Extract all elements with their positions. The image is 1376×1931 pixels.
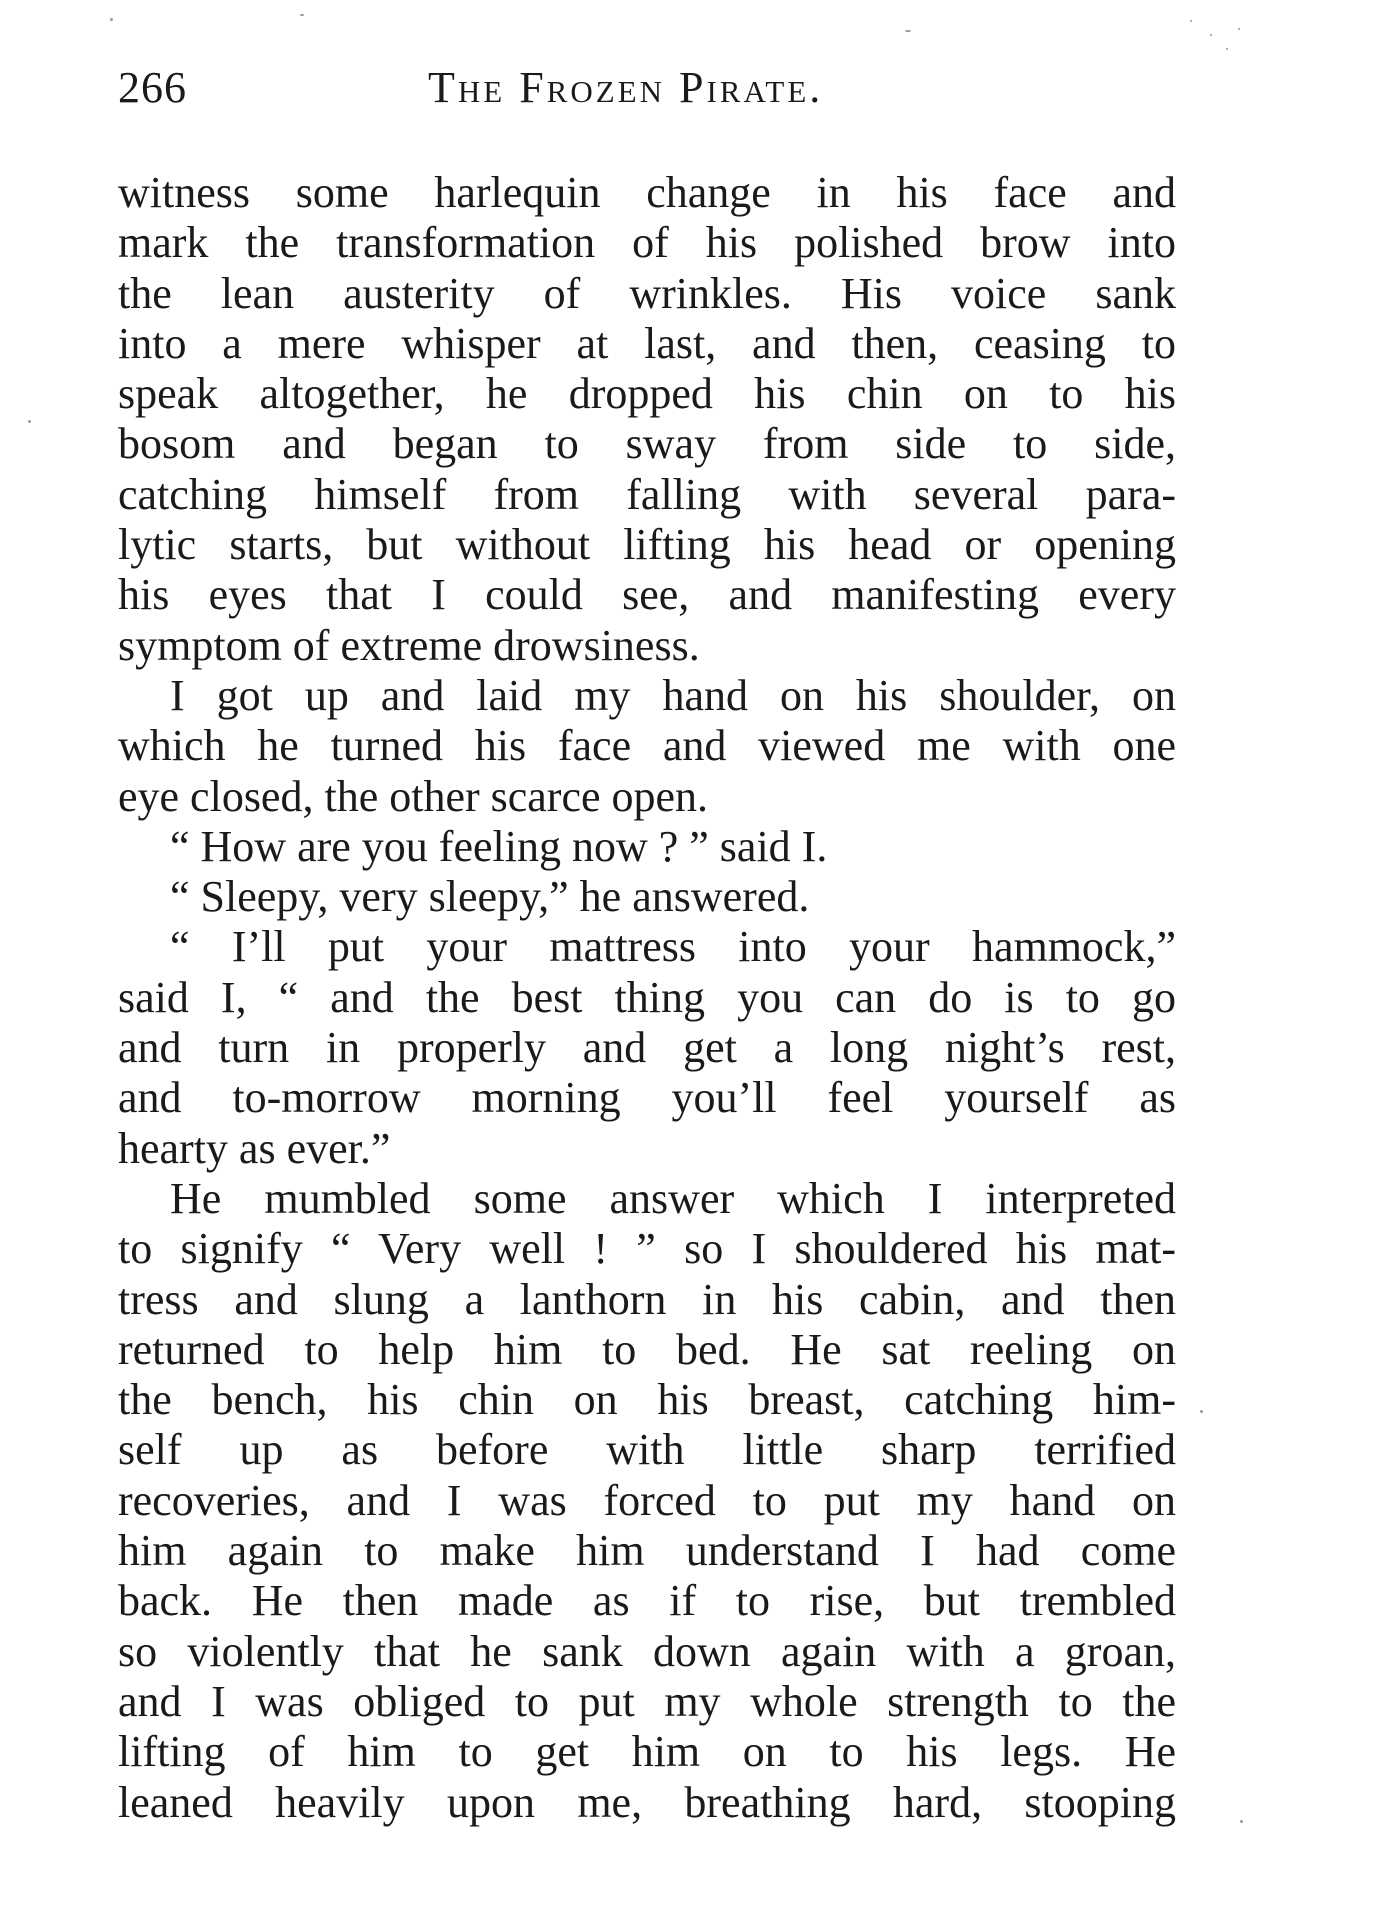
- scan-speck: [1210, 34, 1212, 36]
- text-line: self up as before with little sharp terrified: [118, 1425, 1176, 1475]
- text-line: returned to help him to bed. He sat reeling on: [118, 1324, 1176, 1374]
- scan-speck: [300, 14, 304, 16]
- text-line: which he turned his face and viewed me with one: [118, 721, 1176, 771]
- text-line: speak altogether, he dropped his chin on to his: [118, 369, 1176, 419]
- page-number: 266: [118, 63, 187, 112]
- text-line: mark the transformation of his polished brow into: [118, 218, 1176, 268]
- text-line: “ I’ll put your mattress into your hammock,”: [170, 922, 1176, 972]
- running-title: The Frozen Pirate.: [428, 63, 824, 112]
- text-line: hearty as ever.”: [118, 1123, 391, 1173]
- text-line: the lean austerity of wrinkles. His voice sank: [118, 268, 1176, 318]
- text-line: catching himself from falling with several para-: [118, 469, 1176, 519]
- text-line: leaned heavily upon me, breathing hard, stooping: [118, 1777, 1176, 1827]
- text-line: “ How are you feeling now ? ” said I.: [170, 821, 828, 871]
- text-line: and turn in properly and get a long night’s rest,: [118, 1023, 1176, 1073]
- text-line: the bench, his chin on his breast, catching him-: [118, 1375, 1176, 1425]
- text-line: symptom of extreme drowsiness.: [118, 620, 700, 670]
- scan-speck: [1240, 1820, 1243, 1823]
- text-line: into a mere whisper at last, and then, ceasing to: [118, 318, 1176, 368]
- text-line: and I was obliged to put my whole strength to the: [118, 1676, 1176, 1726]
- text-line: so violently that he sank down again with a groan,: [118, 1626, 1176, 1676]
- text-line: I got up and laid my hand on his shoulder, on: [170, 670, 1176, 720]
- scan-speck: [1190, 20, 1192, 22]
- scan-speck: [1238, 28, 1240, 30]
- scan-speck: [1226, 48, 1228, 50]
- text-line: tress and slung a lanthorn in his cabin, and then: [118, 1274, 1176, 1324]
- scan-speck: [28, 420, 31, 423]
- text-line: witness some harlequin change in his face and: [118, 168, 1176, 217]
- text-line: He mumbled some answer which I interpreted: [170, 1173, 1176, 1223]
- scan-speck: [1200, 1410, 1203, 1413]
- text-line: recoveries, and I was forced to put my hand on: [118, 1475, 1176, 1525]
- text-line: his eyes that I could see, and manifesting every: [118, 570, 1176, 620]
- scan-speck: [905, 30, 911, 32]
- text-line: to signify “ Very well ! ” so I shouldered his mat-: [118, 1224, 1176, 1274]
- text-line: “ Sleepy, very sleepy,” he answered.: [170, 872, 810, 922]
- text-line: bosom and began to sway from side to side,: [118, 419, 1176, 469]
- text-line: said I, “ and the best thing you can do is to go: [118, 972, 1176, 1022]
- text-line: back. He then made as if to rise, but trembled: [118, 1576, 1176, 1626]
- text-line: eye closed, the other scarce open.: [118, 771, 709, 821]
- text-line: lytic starts, but without lifting his head or opening: [118, 520, 1176, 570]
- text-line: him again to make him understand I had come: [118, 1526, 1176, 1576]
- scan-speck: [110, 18, 113, 21]
- page-header: [118, 62, 1178, 122]
- body-text: [118, 168, 1176, 1828]
- text-line: and to-morrow morning you’ll feel yourself as: [118, 1073, 1176, 1123]
- text-line: lifting of him to get him on to his legs. He: [118, 1727, 1176, 1777]
